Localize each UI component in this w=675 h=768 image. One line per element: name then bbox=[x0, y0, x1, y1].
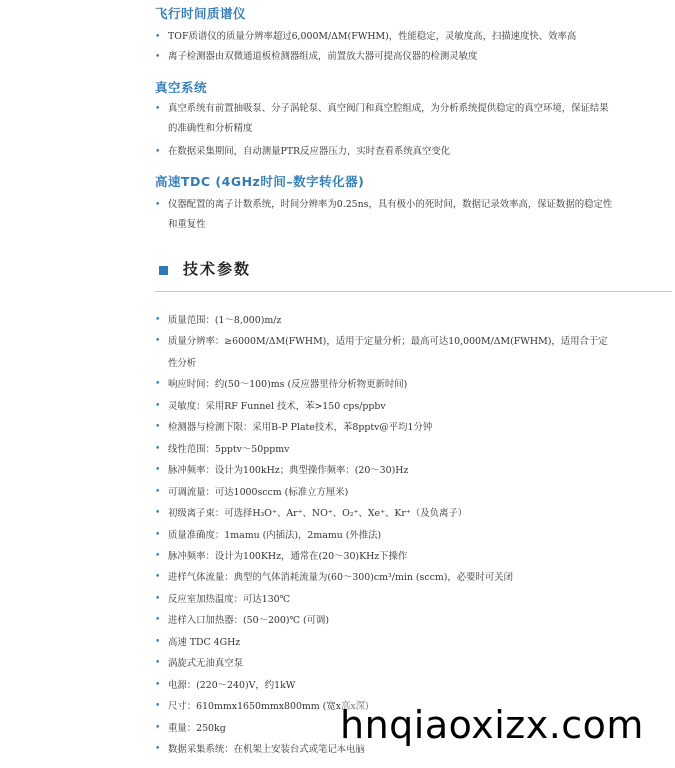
param-item: • 重量：250kg bbox=[155, 718, 615, 739]
list-item: • TOF质谱仪的质量分辨率超过6,000M/ΔM(FWHM)，性能稳定，灵敏度高，扫描速度快、效率高 bbox=[155, 27, 615, 47]
tof-list bbox=[155, 27, 615, 67]
param-item: • 进样气体流量：典型的气体消耗流量为(60～300)cm³/min (sccm)，必要时可关闭 bbox=[155, 567, 615, 588]
bullet-icon: • bbox=[155, 529, 161, 540]
tech-params-list bbox=[155, 310, 615, 761]
param-item: • 检测器与检测下限：采用B-P Plate技术，苯8pptv@平均1分钟 bbox=[155, 417, 615, 438]
bullet-icon: • bbox=[155, 593, 161, 604]
param-item: • 高速 TDC 4GHz bbox=[155, 632, 615, 653]
watermark-text: hnqiaoxizx.com bbox=[340, 703, 644, 747]
bullet-icon: • bbox=[155, 550, 161, 561]
tech-params-title: 技术参数 bbox=[183, 260, 252, 278]
bullet-icon: • bbox=[155, 744, 161, 755]
param-item: • 响应时间：约(50～100)ms (反应器里待分析物更新时间) bbox=[155, 374, 615, 395]
section-heading-tdc: 高速TDC (4GHz时间–数字转化器) bbox=[155, 174, 365, 189]
bullet-icon: • bbox=[155, 486, 161, 497]
param-item: • 可调流量：可达1000sccm (标准立方厘米) bbox=[155, 482, 615, 503]
bullet-icon: • bbox=[155, 147, 161, 157]
tech-params-header bbox=[155, 258, 672, 292]
param-item: • 反应室加热温度：可达130℃ bbox=[155, 589, 615, 610]
param-item: • 质量准确度：1mamu (内插法)，2mamu (外推法) bbox=[155, 525, 615, 546]
list-item: • 真空系统有前置抽吸泵、分子涡轮泵、真空阀门和真空腔组成，为分析系统提供稳定的真空环境，保证结果的准确性和分析精度 bbox=[155, 99, 615, 139]
param-item: • 涡旋式无油真空泵 bbox=[155, 653, 615, 674]
param-item: • 质量范围：(1～8,000)m/z bbox=[155, 310, 615, 331]
bullet-icon: • bbox=[155, 104, 161, 114]
bullet-icon: • bbox=[155, 422, 161, 433]
param-item: • 灵敏度：采用RF Funnel 技术，苯>150 cps/ppbv bbox=[155, 396, 615, 417]
divider bbox=[155, 291, 672, 292]
param-item: • 脉冲频率：设计为100KHz，通常在(20～30)KHz下操作 bbox=[155, 546, 615, 567]
param-item: • 电源：(220～240)V，约1kW bbox=[155, 675, 615, 696]
param-item: • 进样入口加热器：(50～200)℃ (可调) bbox=[155, 610, 615, 631]
square-icon bbox=[159, 266, 168, 275]
bullet-icon: • bbox=[155, 701, 161, 712]
bullet-icon: • bbox=[155, 379, 161, 390]
bullet-icon: • bbox=[155, 443, 161, 454]
vacuum-list bbox=[155, 99, 615, 162]
list-item: • 离子检测器由双微通道板检测器组成，前置放大器可提高仪器的检测灵敏度 bbox=[155, 47, 615, 67]
bullet-icon: • bbox=[155, 336, 161, 347]
bullet-icon: • bbox=[155, 400, 161, 411]
bullet-icon: • bbox=[155, 315, 161, 325]
param-item: • 数据采集系统：在机架上安装台式或笔记本电脑 bbox=[155, 739, 615, 760]
tdc-list bbox=[155, 195, 615, 235]
bullet-icon: • bbox=[155, 636, 161, 647]
list-item: • 仪器配置的离子计数系统，时间分辨率为0.25ns，具有极小的死时间，数据记录效率高，保证数据的稳定性和重复性 bbox=[155, 195, 615, 235]
bullet-icon: • bbox=[155, 465, 161, 476]
param-item: • 质量分辨率：≥6000M/ΔM(FWHM)，适用于定量分析；最高可达10,000M/ΔM(FWHM)，适用合于定性分析 bbox=[155, 331, 615, 374]
bullet-icon: • bbox=[155, 572, 161, 583]
list-item: • 在数据采集期间，自动测量PTR反应器压力，实时查看系统真空变化 bbox=[155, 142, 615, 162]
param-item: • 尺寸：610mmx1650mmx800mm (宽x高x深) bbox=[155, 696, 615, 717]
param-item: • 线性范围：5pptv～50ppmv bbox=[155, 439, 615, 460]
bullet-icon: • bbox=[155, 508, 161, 519]
section-heading-tof: 飞行时间质谱仪 bbox=[155, 6, 247, 21]
bullet-icon: • bbox=[155, 679, 161, 690]
bullet-icon: • bbox=[155, 32, 161, 42]
param-item: • 脉冲频率：设计为100kHz；典型操作频率：(20～30)Hz bbox=[155, 460, 615, 481]
section-heading-vacuum: 真空系统 bbox=[155, 80, 208, 95]
bullet-icon: • bbox=[155, 722, 161, 733]
bullet-icon: • bbox=[155, 200, 161, 210]
bullet-icon: • bbox=[155, 52, 161, 62]
bullet-icon: • bbox=[155, 658, 161, 669]
param-item: • 初级离子束：可选择H₃O⁺、Ar⁺、NO⁺、O₂⁺、Xe⁺、Kr⁺（及负离子） bbox=[155, 503, 615, 524]
bullet-icon: • bbox=[155, 615, 161, 626]
